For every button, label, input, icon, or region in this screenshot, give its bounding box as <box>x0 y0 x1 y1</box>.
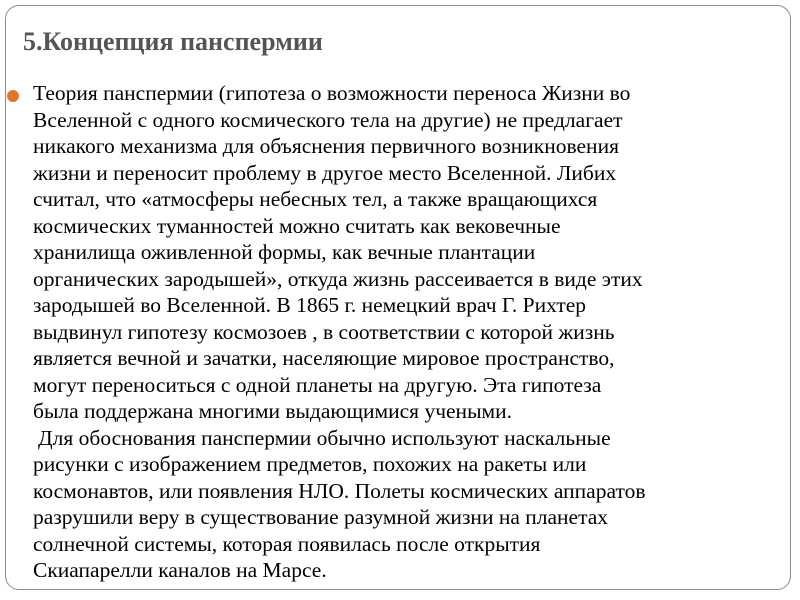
paragraph-1-line: космических туманностей можно считать как вековечные <box>33 213 561 238</box>
paragraph-2-line: рисунки с изображением предметов, похожих на ракеты или <box>33 452 587 476</box>
paragraph-1-line: была поддержана многими выдающимися учеными. <box>33 399 512 423</box>
paragraph-1-line: выдвинул гипотезу космозоев , в соответствии с которой жизнь <box>33 319 615 344</box>
paragraph-1-line: зародышей во Вселенной. В 1865 г. немецкий врач Г. Рихтер <box>33 293 587 317</box>
slide-body <box>33 80 789 584</box>
paragraph-1-line: могут переноситься с одной планеты на другую. Эта гипотеза <box>33 372 602 397</box>
bullet-icon <box>7 90 19 102</box>
paragraph-2-line: разрушили веру в существование разумной жизни на планетах <box>33 505 609 529</box>
paragraph-1-line: считал, что «атмосферы небесных тел, а также вращающихся <box>33 187 598 211</box>
paragraph-2-line: солнечной системы, которая появилась после открытия <box>33 531 541 556</box>
paragraph-1-line: хранилища оживленной формы, как вечные плантации <box>33 240 536 264</box>
paragraph-1-line: жизни и переносит проблему в другое место Вселенной. Либих <box>33 160 617 185</box>
paragraph-1-line: Вселенной с одного космического тела на другие) не предлагает <box>33 107 623 132</box>
paragraph-2-line: Для обоснования панспермии обычно используют наскальные <box>38 425 611 450</box>
paragraph-1-line: никакого механизма для объяснения первичного возникновения <box>33 134 619 158</box>
paragraph-2-line: Скиапарелли каналов на Марсе. <box>33 558 327 582</box>
slide-title: 5.Концепция панспермии <box>23 27 323 56</box>
paragraph-1-line: Теория панспермии (гипотеза о возможности переноса Жизни во <box>33 81 631 105</box>
paragraph-1-line: является вечной и зачатки, населяющие мировое пространство, <box>33 346 615 370</box>
paragraph-1-line: органических зародышей», откуда жизнь рассеивается в виде этих <box>33 266 643 291</box>
paragraph-2-line: космонавтов, или появления НЛО. Полеты космических аппаратов <box>33 478 646 503</box>
